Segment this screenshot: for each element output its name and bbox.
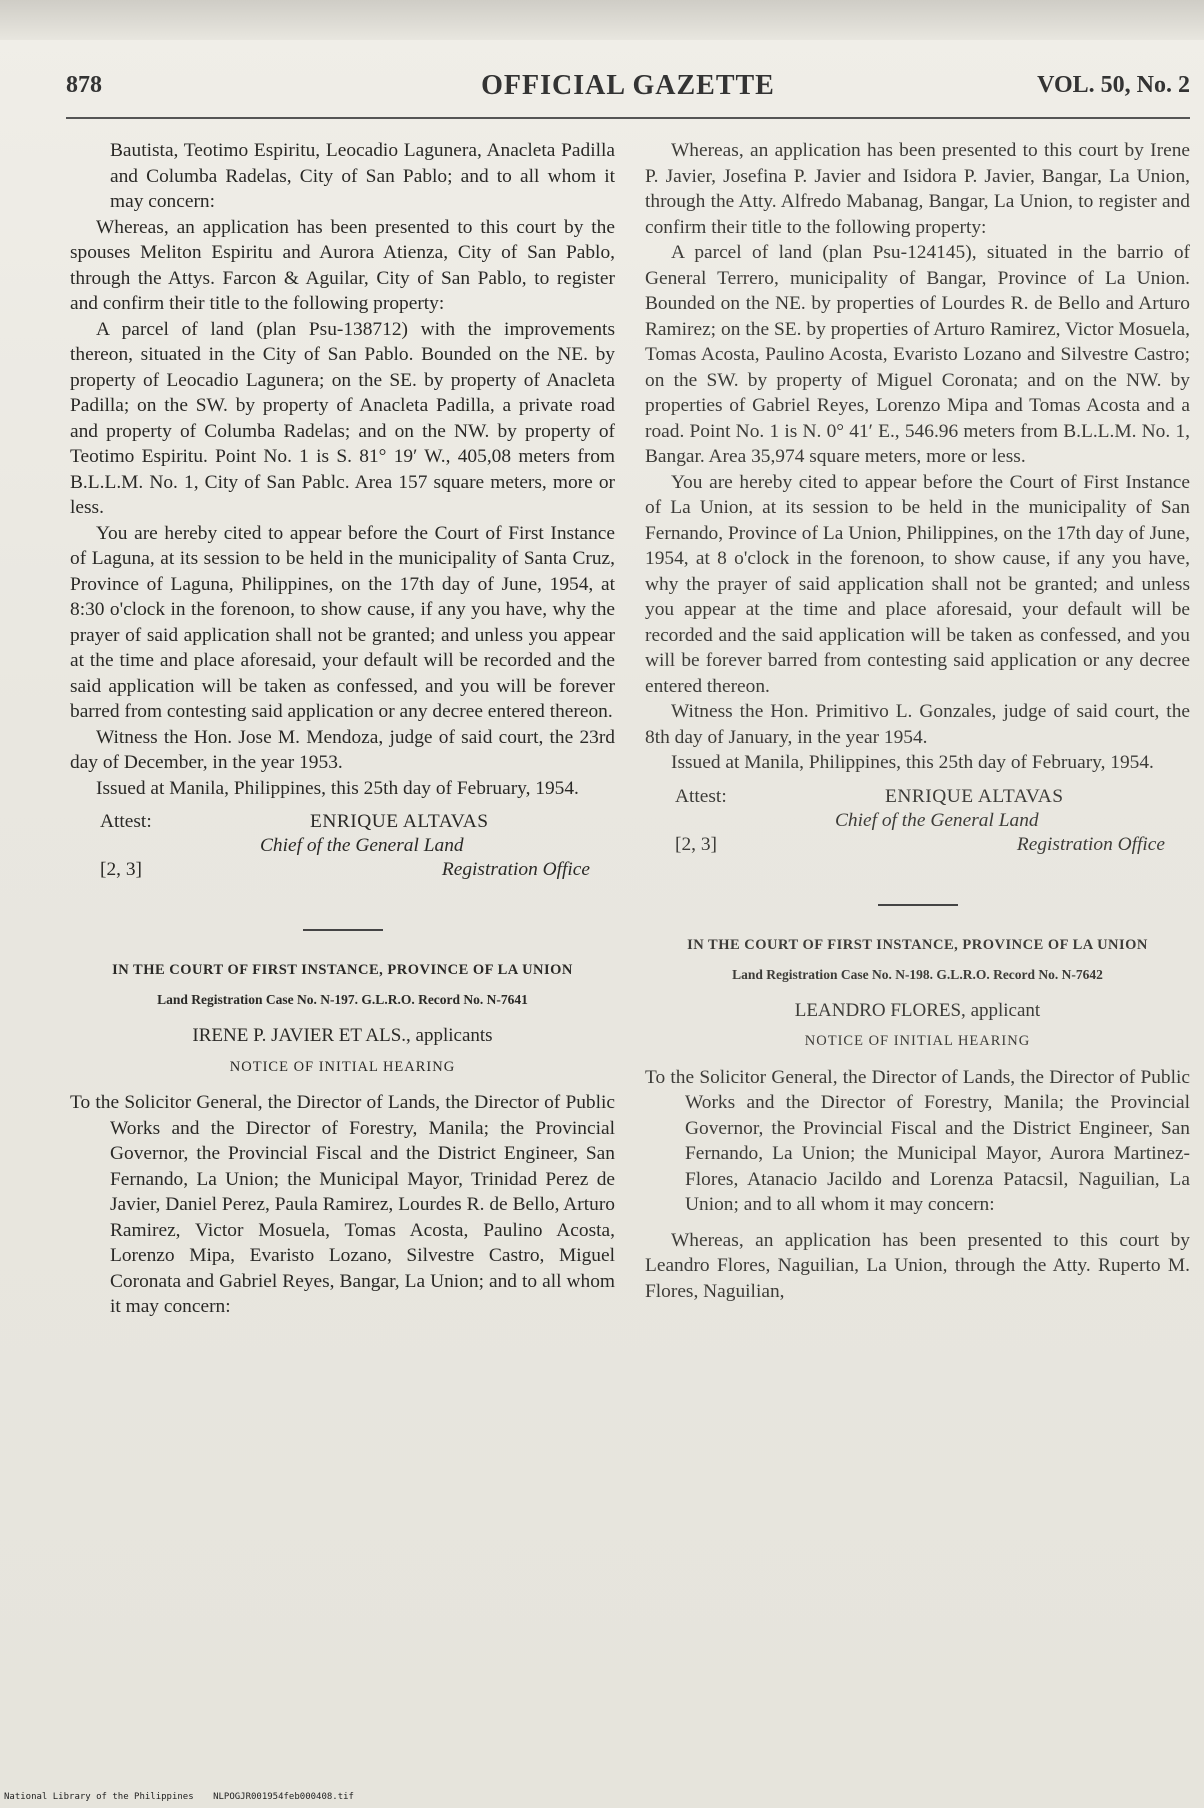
signature-block (645, 784, 1190, 862)
publication-title: OFFICIAL GAZETTE (481, 70, 775, 101)
witness-paragraph: Witness the Hon. Jose M. Mendoza, judge of said court, the 23rd day of December, in the year 1953. (70, 726, 615, 773)
applicant-line (70, 1023, 615, 1049)
volume-label: VOL. 50, No. 2 (1037, 72, 1190, 98)
scan-top-edge (0, 0, 1204, 40)
addressees-paragraph: To the Solicitor General, the Director of Lands, the Director of Public Works and the Director of Forestry, Manila; the Provincial Governor, the Provincial Fiscal and the District Engineer, San Fernando, La Union; the Municipal Mayor, Aurora Martinez-Flores, Atanacio Jacildo and Lorenza Patacsil, Naguilian, La Union; and to all whom it may concern: (645, 1066, 1190, 1215)
whereas-paragraph: Whereas, an application has been presented to this court by the spouses Meliton Espiritu and Aurora Atienza, City of San Pablo, through the Attys. Farcon & Aguilar, City of San Pablo, to register and confirm their title to the following property: (70, 216, 615, 314)
header-rule (66, 117, 1190, 119)
section-separator (878, 904, 958, 906)
continued-addressees: Bautista, Teotimo Espiritu, Leocadio Lagunera, Anacleta Padilla and Columba Radelas, City of San Pablo; and to all whom it may concern: (110, 140, 615, 212)
applicant-name: LEANDRO FLORES, (794, 999, 966, 1021)
attest-label: Attest: (675, 785, 727, 807)
whereas-paragraph: Whereas, an application has been presented to this court by Irene P. Javier, Josefina P. Javier and Isidora P. Javier, Bangar, La Union, through the Atty. Alfredo Mabanag, Bangar, La Union, to register and confirm their title to the following property: (645, 140, 1190, 238)
section-separator (303, 929, 383, 931)
left-column (70, 138, 615, 1320)
attest-label: Attest: (100, 811, 152, 832)
file-name: NLPOGJR001954feb000408.tif (213, 1792, 354, 1802)
issued-paragraph: Issued at Manila, Philippines, this 25th day of February, 1954. (671, 752, 1154, 773)
right-column (645, 138, 1190, 1304)
court-heading: IN THE COURT OF FIRST INSTANCE, PROVINCE OF LA UNION (687, 936, 1148, 953)
notice-heading: NOTICE OF INITIAL HEARING (804, 1033, 1031, 1049)
whereas-paragraph-2: Whereas, an application has been presented to this court by Leandro Flores, Naguilian, La Union, through the Atty. Ruperto M. Flores, Naguilian, (645, 1229, 1190, 1302)
applicant-role: applicant (970, 999, 1041, 1021)
witness-paragraph: Witness the Hon. Primitivo L. Gonzales, judge of said court, the 8th day of January, in the year 1954. (645, 701, 1190, 748)
signer-title: Chief of the General Land (835, 809, 1039, 831)
notice-heading: NOTICE OF INITIAL HEARING (229, 1058, 456, 1075)
applicant-line (645, 998, 1190, 1024)
signer-name: ENRIQUE ALTAVAS (885, 785, 1064, 807)
applicant-role: applicants (415, 1025, 493, 1046)
issued-paragraph: Issued at Manila, Philippines, this 25th day of February, 1954. (96, 777, 579, 799)
signer-title: Chief of the General Land (260, 835, 464, 856)
parcel-description: A parcel of land (plan Psu-124145), situated in the barrio of General Terrero, municipality of Bangar, Province of La Union. Bounded on the NE. by properties of Lourdes R. de Bello and Arturo Ramirez; on the SE. by properties of Arturo Ramirez, Victor Mosuela, Tomas Acosta, Paulino Acosta, Evaristo Lozano and Silvestre Castro; on the SW. by property of Miguel Coronata; and on the NW. by properties of Gabriel Reyes, Lorenzo Mipa and Tomas Acosta and a road. Point No. 1 is N. 0° 41′ E., 546.96 meters from B.L.L.M. No. 1, Bangar. Area 35,974 square meters, more or less. (645, 242, 1190, 467)
citation-paragraph: You are hereby cited to appear before the Court of First Instance of Laguna, at its session to be held in the municipality of Santa Cruz, Province of Laguna, Philippines, on the 17th day of June, 1954, at 8:30 o'clock in the forenoon, to show cause, if any you have, why the prayer of said application shall not be granted; and unless you appear at the time and place aforesaid, your default will be recorded and the said application will be taken as confessed, and you will be forever barred from contesting said application or any decree entered thereon. (70, 522, 615, 722)
case-number: Land Registration Case No. N-197. G.L.R.O. Record No. N-7641 (157, 992, 528, 1007)
issue-code: [2, 3] (100, 859, 143, 880)
library-credit: National Library of the Philippines (4, 1792, 194, 1802)
court-heading: IN THE COURT OF FIRST INSTANCE, PROVINCE OF LA UNION (112, 962, 573, 978)
page-number: 878 (66, 72, 102, 98)
signer-office: Registration Office (441, 859, 590, 880)
signer-name: ENRIQUE ALTAVAS (310, 811, 489, 832)
issue-code: [2, 3] (675, 833, 718, 855)
applicant-name: IRENE P. JAVIER ET ALS., (192, 1025, 411, 1046)
parcel-description: A parcel of land (plan Psu-138712) with the improvements thereon, situated in the City of San Pablo. Bounded on the NE. by property of Leocadio Lagunera; on the SE. by property of Anacleta Padilla; on the SW. by property of Anacleta Padilla, a private road and property of Columba Radelas; and on the NW. by property of Teotimo Espiritu. Point No. 1 is S. 81° 19′ W., 405,08 meters from B.L.L.M. No. 1, City of San Pablc. Area 157 square meters, more or less. (70, 318, 615, 518)
case-number: Land Registration Case No. N-198. G.L.R.O. Record No. N-7642 (732, 966, 1103, 982)
page-header (66, 70, 1190, 110)
addressees-paragraph: To the Solicitor General, the Director of Lands, the Director of Public Works and the Director of Forestry, Manila; the Provincial Governor, the Provincial Fiscal and the District Engineer, San Fernando, La Union; the Municipal Mayor, Trinidad Perez de Javier, Daniel Perez, Paula Ramirez, Lourdes R. de Bello, Arturo Ramirez, Victor Mosuela, Tomas Acosta, Paulino Acosta, Lorenzo Mipa, Evaristo Lozano, Silvestre Castro, Miguel Coronata and Gabriel Reyes, Bangar, La Union; and to all whom it may concern: (70, 1092, 615, 1317)
signature-block (70, 809, 615, 887)
signer-office: Registration Office (1016, 833, 1165, 855)
scan-footer (4, 1792, 368, 1802)
citation-paragraph: You are hereby cited to appear before the Court of First Instance of La Union, at its session to be held in the municipality of San Fernando, Province of La Union, Philippines, on the 17th day of June, 1954, at 8 o'clock in the forenoon, to show cause, if any you have, why the prayer of said application shall not be granted; and unless you appear at the time and place aforesaid, your default will be recorded and the said application will be taken as confessed, and you will be forever barred from contesting said application or any decree entered thereon. (645, 471, 1190, 697)
